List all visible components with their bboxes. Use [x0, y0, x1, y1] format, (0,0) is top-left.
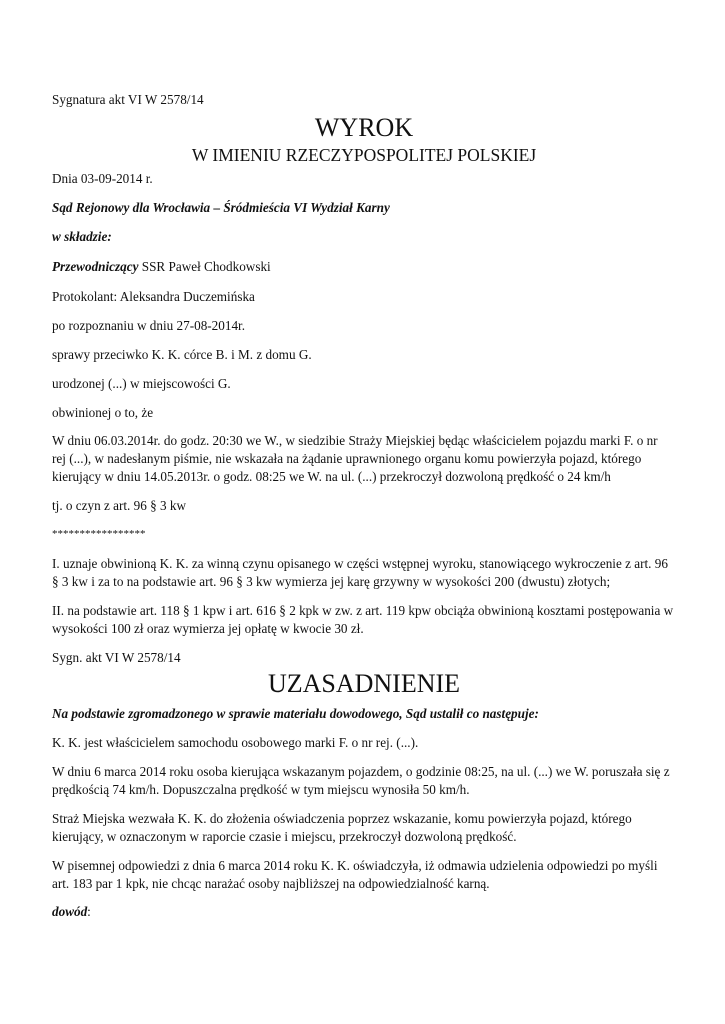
finding-3: Straż Miejska wezwała K. K. do złożenia oświadczenia poprzez wskazanie, komu powierzyła pojazd, którego kierujący, w oznaczonym w raporcie czasie i miejscu, przekroczył dozwoloną prędkość. [52, 811, 632, 844]
recorder-line: Protokolant: Aleksandra Duczemińska [52, 289, 255, 304]
court-name: Sąd Rejonowy dla Wrocławia – Śródmieścia VI Wydział Karny [52, 200, 390, 215]
verdict-point-2: II. na podstawie art. 118 § 1 kpw i art. 616 § 2 kpk w zw. z art. 119 kpw obciąża obwinioną kosztami postępowania w wysokości 100 zł oraz wymierza jej opłatę w kwocie 30 zł. [52, 603, 674, 636]
findings-intro: Na podstawie zgromadzonego w sprawie materiału dowodowego, Sąd ustalił co następuje: [52, 706, 539, 721]
charge-description: W dniu 06.03.2014r. do godz. 20:30 we W., w siedzibie Straży Miejskiej będąc właścicielem pojazdu marki F. o nr rej (...), w nadesłanym piśmie, nie wskazała na żądanie uprawnionego organu komu powierzyła pojazd, którego kierujący w dniu 14.05.2013r. o godz. 08:25 we W. na ul. (...) przekroczył dozwoloną prędkość o 24 km/h [52, 433, 658, 484]
case-parties: sprawy przeciwko K. K. córce B. i M. z domu G. [52, 347, 312, 362]
case-signature-bottom: Sygn. akt VI W 2578/14 [52, 650, 181, 665]
chairperson-name: SSR Paweł Chodkowski [138, 259, 271, 274]
verdict-point-1: I. uznaje obwinioną K. K. za winną czynu opisanego w części wstępnej wyroku, stanowiącego wykroczenie z art. 96 § 3 kw i za to na podstawie art. 96 § 3 kw wymierza jej karę grzywny w wysokości 200 (dwustu) złotych; [52, 556, 668, 589]
finding-4: W pisemnej odpowiedzi z dnia 6 marca 2014 roku K. K. oświadczyła, iż odmawia udzielenia odpowiedzi po myśli art. 183 par 1 kpk, nie chcąc narażać osoby najbliższej na odpowiedzialność karną. [52, 858, 658, 891]
justification-title: UZASADNIENIE [267, 669, 461, 698]
evidence-colon: : [87, 904, 91, 919]
evidence-label: dowód [52, 904, 88, 919]
evidence-line [52, 903, 676, 921]
verdict-subtitle: W IMIENIU RZECZYPOSPOLITEJ POLSKIEJ [191, 145, 537, 165]
separator: ***************** [52, 528, 146, 540]
birth-place: urodzonej (...) w miejscowości G. [52, 376, 231, 391]
composition-label: w składzie: [52, 229, 112, 244]
accused-of-label: obwinionej o to, że [52, 405, 154, 420]
verdict-title: WYROK [314, 113, 414, 142]
verdict-date: Dnia 03-09-2014 r. [52, 171, 153, 186]
offence-article: tj. o czyn z art. 96 § 3 kw [52, 498, 187, 513]
finding-1: K. K. jest właścicielem samochodu osobowego marki F. o nr rej. (...). [52, 735, 419, 750]
finding-2: W dniu 6 marca 2014 roku osoba kierująca wskazanym pojazdem, o godzinie 08:25, na ul. (...) we W. poruszała się z prędkością 74 km/h. Dopuszczalna prędkość w tym miejscu wynosiła 50 km/h. [52, 764, 670, 797]
case-signature-top: Sygnatura akt VI W 2578/14 [52, 92, 204, 107]
hearing-date: po rozpoznaniu w dniu 27-08-2014r. [52, 318, 246, 333]
chairperson-label: Przewodniczący [52, 259, 139, 274]
chairperson-line [52, 258, 676, 276]
